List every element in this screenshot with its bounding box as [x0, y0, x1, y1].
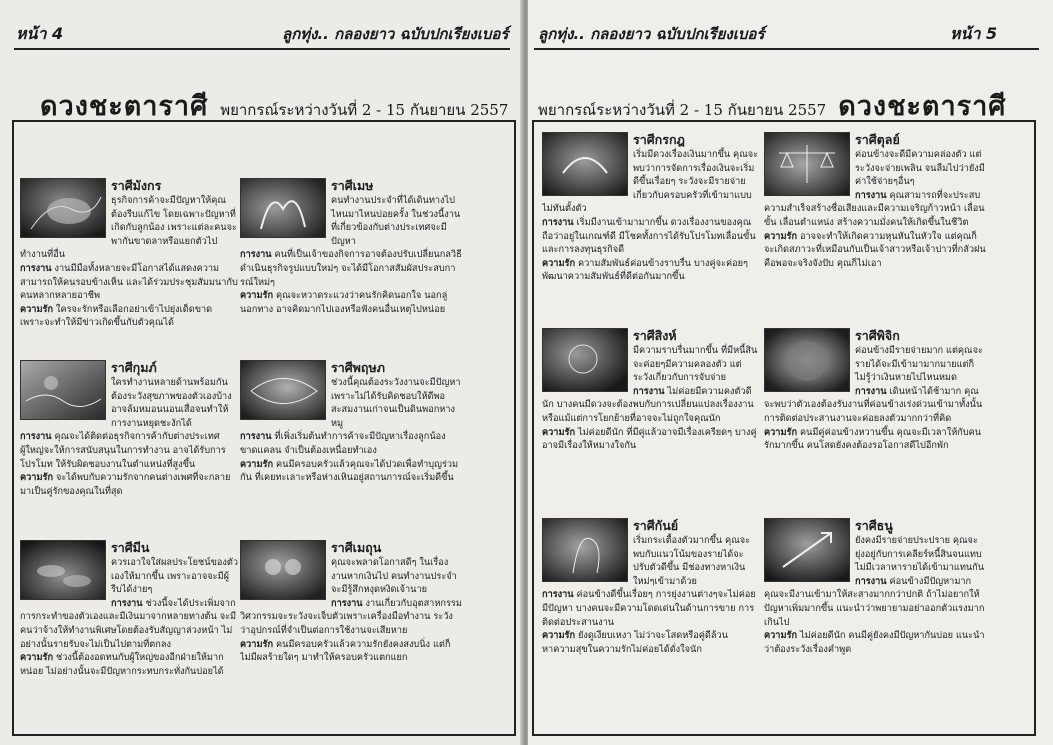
love-paragraph — [240, 289, 462, 316]
sign-name: ราศีกันย์ — [633, 518, 679, 533]
sign-name: ราศีพิจิก — [855, 328, 900, 343]
love-text: อาจจะทำให้เกิดความหุนหันในหัวใจ แต่คุณก็จะเกิดสภาวะที่เหมือนกับเป็นเจ้าสาวหรือเจ้าบ่าวที่กลัวฝน คือพอจะจริงจังปับ คุณก็ไม่เอา — [764, 230, 986, 269]
love-label: ความรัก — [764, 630, 798, 642]
page-number: หน้า 5 — [950, 24, 998, 43]
sign-name: ราศีสิงห์ — [633, 328, 677, 343]
love-text: ความสัมพันธ์ค่อนข้างราบรื่น บางคู่จะค่อยๆพัฒนาความสัมพันธ์ที่ดีต่อกันมากขึ้น — [542, 257, 748, 283]
love-label: ความรัก — [20, 652, 54, 664]
header-rule — [14, 48, 510, 50]
love-paragraph — [542, 257, 760, 284]
sign-box — [20, 540, 238, 722]
love-paragraph — [240, 638, 462, 665]
sign-intro: คุณจะพลาดโอกาสดีๆ ในเรื่องงานหากเงินไป คนทำงานประจำจะมีรู้สึกหงุดหงิดเจ้านาย — [331, 557, 457, 596]
sign-name: ราศีมีน — [111, 540, 150, 555]
sign-name: ราศีพฤษภ — [331, 360, 385, 375]
libra-illustration — [764, 132, 850, 196]
work-text: คนที่เป็นเจ้าของกิจการอาจต้องปรับเปลี่ยนกลวิธีดำเนินธุรกิจรูปแบบใหม่ๆ จะได้มีโอกาสสัมผัสประสบการณ์ใหม่ๆ — [240, 249, 462, 288]
sign-name: ราศีตุลย์ — [855, 132, 900, 147]
love-paragraph — [764, 426, 986, 453]
work-label: การงาน — [111, 597, 143, 609]
sign-intro: เริ่มกระเตื้องตัวมากขึ้น คุณจะพบกับแนวโน้มของรายได้จะปรับตัวดีขึ้น มีช่องทางหาเงินใหม่ๆเข้ามาด้วย — [633, 535, 751, 587]
capricorn-illustration — [20, 178, 106, 238]
love-label: ความรัก — [20, 472, 54, 484]
aquarius-illustration — [20, 360, 106, 420]
sign-box — [20, 360, 238, 532]
sign-intro: ค่อนข้างมีรายจ่ายมาก แต่คุณจะรายได้จะมีเข้ามามากมายแต่ก็ไม่รู้ว่าเงินหายไปไหนหมด — [855, 345, 983, 384]
work-paragraph — [20, 430, 238, 471]
work-label: การงาน — [20, 262, 52, 274]
work-label: การงาน — [855, 575, 887, 587]
work-paragraph — [240, 430, 462, 457]
work-text: ที่เพิ่งเริ่มต้นทำการค้าจะมีปัญหาเรื่องลูกน้องขาดแคลน จำเป็นต้องเหนื่อยทำเอง — [240, 431, 446, 456]
love-paragraph — [20, 471, 238, 498]
work-label: การงาน — [855, 385, 887, 397]
sign-intro: เริ่มมีดวงเรื่องเงินมากขึ้น คุณจะพบว่าการจัดการเรื่องเงินจะเริ่มดีขึ้นเรื่อยๆ ระวังจะมีรายจ่ายเกี่ยวกับครอบครัวที่เข้ามาแบบไม่ทันตั้งตัว — [542, 149, 759, 215]
love-label: ความรัก — [240, 638, 274, 650]
love-label: ความรัก — [764, 230, 798, 242]
sign-box — [764, 328, 986, 512]
love-label: ความรัก — [542, 257, 576, 269]
love-paragraph — [542, 426, 760, 453]
work-label: การงาน — [240, 249, 272, 261]
pisces-illustration — [20, 540, 106, 600]
sign-box — [240, 178, 462, 350]
work-paragraph — [20, 597, 238, 651]
sagittarius-illustration — [764, 518, 850, 582]
running-header: ลูกทุ่ง.. กลองยาว ฉบับปกเรียงเบอร์ — [538, 25, 765, 43]
love-text: ยังดูเงียบเหงา ไม่ว่าจะโสดหรือคู่ดีล้วนหาความสุขในความรักไม่ค่อยได้ดั่งใจนัก — [542, 630, 728, 655]
sign-intro: ยังคงมีรายจ่ายประปราย คุณจะยุ่งอยู่กับการเคลียร์หนี้สินจนแทบไม่มีเวลาหารายได้เข้ามาแทนกัน — [855, 535, 984, 574]
sign-name: ราศีกรกฎ — [633, 132, 685, 147]
work-paragraph — [20, 262, 238, 303]
love-label: ความรัก — [764, 426, 798, 438]
love-paragraph — [20, 651, 238, 678]
love-label: ความรัก — [240, 458, 274, 470]
sign-box — [542, 132, 760, 324]
work-paragraph — [542, 588, 760, 629]
sign-box — [20, 178, 238, 350]
work-text: ค่อนข้างมีปัญหามาก คุณจะมีงานเข้ามาให้สะสางมากกว่าปกติ ถ้าไม่อยากให้ปัญหาเพิ่มมากขึ้น แนะนำว่าพยายามอย่าออกตัวแรงมากเกินไป — [764, 575, 985, 628]
scorpio-illustration — [764, 328, 850, 392]
page-title: ดวงชะตาราศี — [838, 91, 1007, 122]
sign-intro: ใครทำงานหลายด้านพร้อมกันต้องระวังสุขภาพของตัวเองบ้าง อาจล้มหมอนนอนเสื่อจนทำให้การงานหยุดชะงักได้ — [111, 377, 232, 429]
love-text: คนมีครอบครัวแล้วความรักยังคงสงบนิ่ง แต่ก็ไม่มีผลร้ายใดๆ มาทำให้ครอบครัวแตกแยก — [240, 638, 451, 664]
work-text: ไม่ค่อยมีความคงตัวดีนัก บางคนมีดวงจะต้องพบกับการเปลี่ยนแปลงเรื่องงาน หรือแม้แต่การโยกย้ายที่อาจจะไม่ถูกใจคุณนัก — [542, 385, 754, 424]
left-page — [0, 0, 524, 745]
love-text: คนมีคู่ค่อนข้างหวานขึ้น คุณจะมีเวลาให้กับคนรักมากขึ้น คนโสดยังคงต้องรอโอกาสดีไปอีกพัก — [764, 426, 982, 452]
sign-intro: ค่อนข้างจะดีมีความคล่องตัว แต่ระวังจะจ่ายเพลิน จนลืมไปว่ายังมีค่าใช้จ่ายๆอื่นๆ — [855, 149, 985, 188]
sign-intro: คนทำงานประจำที่ได้เดินทางไปไหนมาไหนบ่อยครั้ง ในช่วงนี้งานที่เกี่ยวข้องกับต่างประเทศจะมีปัญหา — [331, 195, 461, 247]
virgo-illustration — [542, 518, 628, 582]
sign-box — [764, 132, 986, 324]
work-label: การงาน — [855, 189, 887, 201]
work-text: เริ่มมีงานเข้ามามากขึ้น ดวงเรื่องงานของคุณถือว่าอยู่ในเกณฑ์ดี มีโชคทั้งการได้รับโปรโมทเลื่อนขั้นและการลงทุนธุรกิจดี — [542, 216, 756, 256]
sign-intro: ธุรกิจการค้าจะมีปัญหาให้คุณต้องรีบแก้ไข โดยเฉพาะปัญหาที่เกิดกับลูกน้อง เพราะแต่ละคนจะพากันขาดลาหรือแยกตัวไปทำงานที่อื่น — [20, 195, 237, 261]
work-paragraph — [240, 597, 462, 638]
page-title: ดวงชะตาราศี — [40, 91, 209, 122]
running-header: ลูกทุ่ง.. กลองยาว ฉบับปกเรียงเบอร์ — [282, 25, 509, 43]
work-label: การงาน — [633, 385, 665, 397]
cancer-illustration — [542, 132, 628, 196]
taurus-illustration — [240, 360, 326, 420]
love-paragraph — [764, 629, 986, 656]
love-text: ไม่ค่อยดีนัก คนมีคู่ยังคงมีปัญหากันบ่อย แนะนำว่าต้องระวังเรื่องคำพูด — [764, 630, 985, 655]
sign-name: ราศีกุมภ์ — [111, 360, 157, 375]
work-text: คุณสามารถที่จะประสบความสำเร็จสร้างชื่อเสียงและมีความเจริญก้าวหน้า เลื่อนขั้น เลื่อนตำแหน่ง สร้างความมั่งคนให้เกิดขึ้นในชีวิต — [764, 189, 985, 228]
work-paragraph — [240, 248, 462, 289]
love-text: จะได้พบกับความรักจากคนต่างเพศที่จะกลายมาเป็นคู่รักของคุณในที่สุด — [20, 472, 231, 497]
sign-name: ราศีธนู — [855, 518, 893, 533]
love-text: ไม่ค่อยดีนัก ที่มีคู่แล้วอาจมีเรื่องเครียดๆ บางคู่อาจมีเรื่องให้หมางใจกัน — [542, 426, 757, 452]
sign-box — [542, 518, 760, 724]
work-text: คุณจะได้ติดต่อธุรกิจการค้ากับต่างประเทศ ผู้ใหญ่จะให้การสนับสนุนในการทำงาน อาจได้รับการโปรโมท ให้รับผิดชอบงานในตำแหน่งที่สูงขึ้น — [20, 431, 226, 470]
leo-illustration — [542, 328, 628, 392]
right-page — [528, 0, 1053, 745]
love-paragraph — [764, 230, 986, 271]
sign-box — [764, 518, 986, 724]
work-text: ค่อนข้างดีขึ้นเรื่อยๆ การยุ่งงานต่างๆจะไม่ค่อยมีปัญหา บางคนจะมีความโดดเด่นในด้านการขาย การติดต่อประสานงาน — [542, 589, 756, 628]
love-label: ความรัก — [20, 303, 54, 315]
sign-box — [240, 360, 462, 532]
love-label: ความรัก — [240, 290, 274, 302]
sign-box — [542, 328, 760, 512]
love-paragraph — [542, 629, 760, 656]
sign-box — [240, 540, 462, 722]
work-label: การงาน — [331, 597, 363, 609]
work-paragraph — [764, 575, 986, 629]
love-label: ความรัก — [542, 630, 576, 642]
work-label: การงาน — [20, 431, 52, 443]
work-text: ช่วงนี้จะได้ประเพิ่มจากการกระทำของตัวเองและมีเงินมาจากหลายทางต้น จะมีคนว่าจ้างให้ทำงานพิเศษโดยต้องรับสัญญาล่วงหน้า ไม่อย่างนั้นรายรับจะไม่เป็นไปตามที่ตกลง — [20, 597, 237, 650]
page-number: หน้า 4 — [16, 24, 64, 43]
sign-name: ราศีเมษ — [331, 178, 374, 193]
work-label: การงาน — [542, 589, 574, 601]
sign-name: ราศีเมถุน — [331, 540, 382, 555]
aries-illustration — [240, 178, 326, 238]
gemini-illustration — [240, 540, 326, 600]
work-text: เดินหน้าได้ช้ามาก คุณจะพบว่าตัวเองต้องรับงานที่ค่อนข้างเร่งด่วนเข้ามาทั้งนั้น การติดต่อประสานงานจะค่อยลงตัวมากกว่าที่คิด — [764, 385, 983, 424]
header-rule — [534, 48, 1039, 50]
work-label: การงาน — [240, 431, 272, 443]
work-text: งานเกี่ยวกับอุตสาหกรรม วิศวกรรมจะระวังจะเจ็บตัวเพราะเครื่องมือทำงาน ระวังว่าอุปกรณ์ที่จำเป็นต่อการใช้งานจะเสียหาย — [240, 597, 462, 636]
work-text: งานมีมือทั้งหลายจะมีโอกาสได้แสดงความสามารถให้คนรอบข้างเห็น และได้ร่วมประชุมสัมมนากับคนหลากหลายอาชีพ — [20, 262, 238, 302]
love-paragraph — [240, 458, 462, 485]
love-text: ใครจะรักหรือเลือกอย่าเข้าไปยุ่งเด็ดขาด เพราะจะทำให้มีข่าวเกิดขึ้นกับตัวคุณได้ — [20, 303, 213, 329]
work-label: การงาน — [542, 216, 574, 228]
love-paragraph — [20, 303, 238, 330]
page-subtitle: พยากรณ์ระหว่างวันที่ 2 - 15 กันยายน 2557 — [220, 101, 509, 119]
title-row — [538, 84, 1007, 122]
title-row — [40, 84, 509, 122]
love-text: คุณจะหวาดระแวงว่าคนรักคิดนอกใจ นอกลู่นอกทาง อาจคิดมากไปเองหรือฟังคนอื่นเหตุไปหน่อย — [240, 290, 448, 315]
page-subtitle: พยากรณ์ระหว่างวันที่ 2 - 15 กันยายน 2557 — [538, 101, 827, 119]
sign-intro: ควรเอาใจใส่ผลประโยชน์ของตัวเองให้มากขึ้น เพราะอาจจะมีผู้รีบได้ง่ายๆ — [111, 557, 238, 596]
love-text: คนมีครอบครัวแล้วคุณจะได้ปวดเพื่อทำบุญร่วมกัน ที่เคยทะเลาะหรือห่างเหินอยู่สถานการณ์จะเริ่มดีขึ้น — [240, 458, 459, 484]
sign-intro: มีความราบรื่นมากขึ้น ที่มีหนี้สินจะค่อยๆมีความคลองตัว แต่ระวังเกี่ยวกับการจับจ่าย — [633, 345, 758, 384]
sign-name: ราศีมังกร — [111, 178, 162, 193]
work-paragraph — [542, 216, 760, 257]
love-label: ความรัก — [542, 426, 576, 438]
sign-intro: ช่วงนี้คุณต้องระวังงานจะมีปัญหา เพราะไม่ได้รับคิดชอบให้ดีพอ สะสมงานเก่าจนเป็นดินพอกหางหมู — [331, 377, 461, 429]
love-text: ช่วงนี้ต้องอดทนกับผู้ใหญ่ของอีกฝ่ายให้มากหน่อย ไม่อย่างนั้นจะมีปัญหากระทบกระทั่งกันบ่อยได้ — [20, 652, 224, 677]
